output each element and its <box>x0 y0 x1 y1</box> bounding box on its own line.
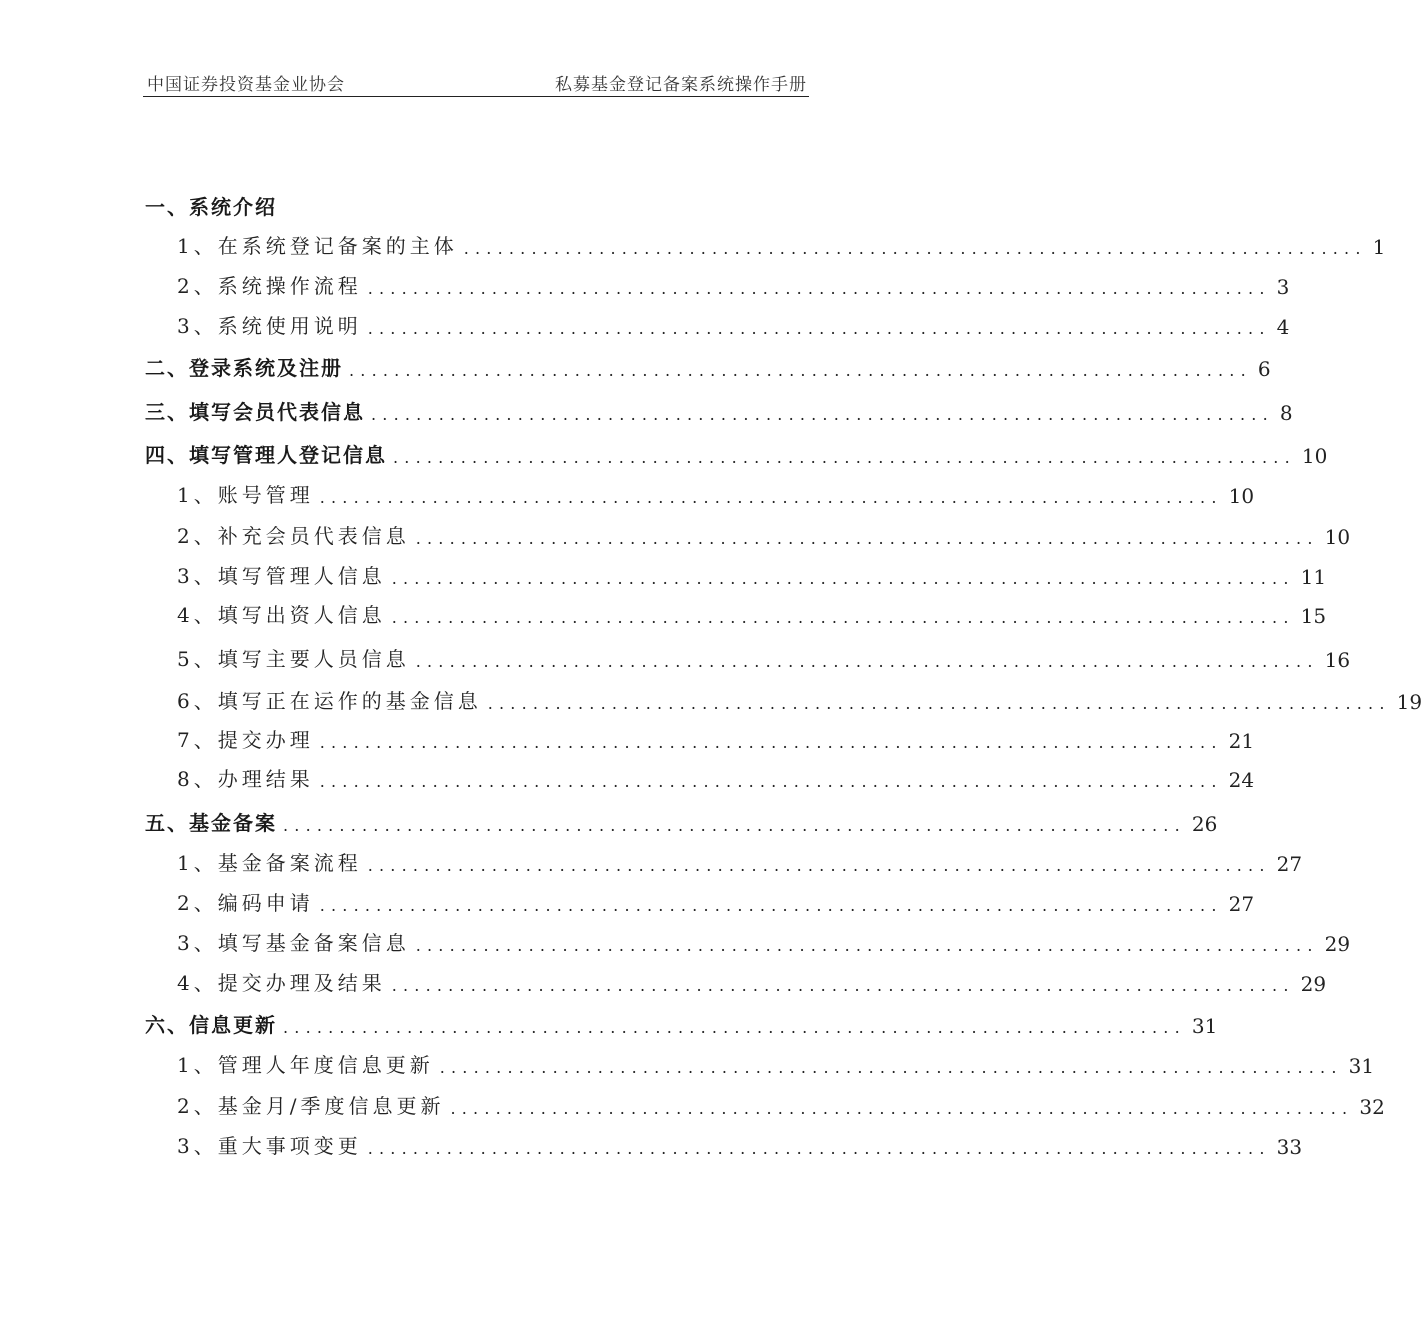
toc-page-number: 3 <box>1276 275 1290 299</box>
toc-page-number: 32 <box>1359 1095 1385 1119</box>
toc-leader-dots: ................................................................................ <box>391 976 1295 995</box>
toc-entry-title: 1、在系统登记备案的主体 <box>177 234 458 258</box>
toc-chapter[interactable] <box>145 389 1293 425</box>
toc-leader-dots: ................................................................................ <box>319 896 1223 915</box>
toc-section[interactable] <box>145 756 1255 792</box>
toc-page-number: 33 <box>1276 1135 1303 1159</box>
toc-leader-dots: ................................................................................ <box>415 529 1319 548</box>
toc-entry-title: 二、登录系统及注册 <box>145 356 343 380</box>
toc-section[interactable] <box>145 553 1327 589</box>
toc-leader-dots: ................................................................................ <box>439 1058 1343 1077</box>
toc-leader-dots: ................................................................................ <box>367 1139 1271 1158</box>
toc-entry-title: 3、填写管理人信息 <box>177 564 386 588</box>
toc-chapter[interactable] <box>145 432 1328 468</box>
toc-leader-dots: ................................................................................ <box>487 694 1391 713</box>
toc-page-number: 31 <box>1191 1014 1218 1038</box>
header-organization: 中国证券投资基金业协会 <box>147 75 345 95</box>
toc-section[interactable] <box>145 472 1255 508</box>
toc-section[interactable] <box>145 636 1351 672</box>
toc-page-number: 16 <box>1324 648 1351 672</box>
toc-entry-title: 1、账号管理 <box>177 483 314 507</box>
toc-page-number: 29 <box>1300 972 1327 996</box>
toc-leader-dots: ................................................................................ <box>319 488 1223 507</box>
toc-section[interactable] <box>145 678 1422 714</box>
toc-page-number: 26 <box>1191 812 1218 836</box>
toc-entry-title: 3、填写基金备案信息 <box>177 931 410 955</box>
toc-entry-title: 2、补充会员代表信息 <box>177 524 410 548</box>
toc-entry-title: 2、编码申请 <box>177 891 314 915</box>
toc-leader-dots: ................................................................................ <box>415 652 1319 671</box>
toc-entry-title: 六、信息更新 <box>145 1013 277 1037</box>
toc-entry-title: 1、管理人年度信息更新 <box>177 1053 434 1077</box>
toc-entry-title: 1、基金备案流程 <box>177 851 362 875</box>
toc-page-number: 6 <box>1257 357 1271 381</box>
toc-page-number: 11 <box>1300 565 1327 589</box>
toc-leader-dots: ................................................................................ <box>371 405 1274 424</box>
toc-section[interactable] <box>145 303 1290 339</box>
toc-section[interactable] <box>145 513 1351 549</box>
toc-section[interactable] <box>145 1042 1375 1078</box>
toc-entry-title: 2、系统操作流程 <box>177 274 362 298</box>
toc-entry-title: 四、填写管理人登记信息 <box>145 443 387 467</box>
toc-page-number: 29 <box>1324 932 1351 956</box>
toc-entry-title: 4、填写出资人信息 <box>177 603 386 627</box>
toc-page-number: 10 <box>1228 484 1255 508</box>
toc-leader-dots: ................................................................................ <box>367 319 1271 338</box>
toc-leader-dots: ................................................................................ <box>391 569 1295 588</box>
toc-page-number: 8 <box>1279 401 1293 425</box>
toc-section[interactable] <box>145 920 1351 956</box>
toc-page-number: 27 <box>1228 892 1255 916</box>
toc-section[interactable] <box>145 840 1303 876</box>
toc-leader-dots: ................................................................................ <box>463 239 1367 258</box>
toc-page-number: 31 <box>1348 1054 1375 1078</box>
toc-leader-dots: ................................................................................ <box>319 772 1223 791</box>
toc-page-number: 10 <box>1324 525 1351 549</box>
toc-entry-title: 7、提交办理 <box>177 728 314 752</box>
toc-entry-title: 5、填写主要人员信息 <box>177 647 410 671</box>
toc-page-number: 24 <box>1228 768 1255 792</box>
toc-leader-dots: ................................................................................ <box>283 1018 1186 1037</box>
toc-leader-dots: ................................................................................ <box>450 1099 1354 1118</box>
toc-section[interactable] <box>145 717 1255 753</box>
toc-page-number: 1 <box>1372 235 1386 259</box>
toc-chapter[interactable] <box>145 345 1271 381</box>
toc-page-number: 27 <box>1276 852 1303 876</box>
toc-leader-dots: ................................................................................ <box>319 733 1223 752</box>
toc-entry-title: 3、系统使用说明 <box>177 314 362 338</box>
toc-entry-title: 6、填写正在运作的基金信息 <box>177 689 482 713</box>
toc-section[interactable] <box>145 592 1327 628</box>
toc-section[interactable] <box>145 263 1290 299</box>
toc-chapter[interactable] <box>145 1002 1218 1038</box>
toc-section[interactable] <box>145 960 1327 996</box>
toc-chapter[interactable] <box>145 184 807 220</box>
toc-entry-title: 三、填写会员代表信息 <box>145 400 365 424</box>
toc-leader-dots: ................................................................................ <box>367 856 1271 875</box>
toc-entry-title: 五、基金备案 <box>145 811 277 835</box>
toc-entry-title: 3、重大事项变更 <box>177 1134 362 1158</box>
toc-page-number: 10 <box>1301 444 1328 468</box>
toc-page-number: 19 <box>1396 690 1422 714</box>
toc-section[interactable] <box>145 880 1255 916</box>
toc-section[interactable] <box>145 1123 1303 1159</box>
toc-leader-dots: ................................................................................ <box>391 608 1295 627</box>
page-header <box>143 64 809 97</box>
toc-page-number: 21 <box>1228 729 1255 753</box>
toc-page-number: 15 <box>1300 604 1327 628</box>
toc-entry-title: 4、提交办理及结果 <box>177 971 386 995</box>
toc-section[interactable] <box>145 223 1386 259</box>
toc-chapter[interactable] <box>145 800 1218 836</box>
toc-section[interactable] <box>145 1083 1385 1119</box>
toc-page-number: 4 <box>1276 315 1290 339</box>
toc-entry-title: 8、办理结果 <box>177 767 314 791</box>
toc-leader-dots: ................................................................................ <box>283 816 1186 835</box>
toc-leader-dots: ................................................................................ <box>415 936 1319 955</box>
toc-leader-dots: ................................................................................ <box>393 448 1296 467</box>
header-document-title: 私募基金登记备案系统操作手册 <box>555 75 807 95</box>
toc-leader-dots: ................................................................................ <box>349 361 1252 380</box>
toc-leader-dots: ................................................................................ <box>367 279 1271 298</box>
toc-entry-title: 2、基金月/季度信息更新 <box>177 1094 445 1118</box>
toc-entry-title: 一、系统介绍 <box>145 195 277 219</box>
